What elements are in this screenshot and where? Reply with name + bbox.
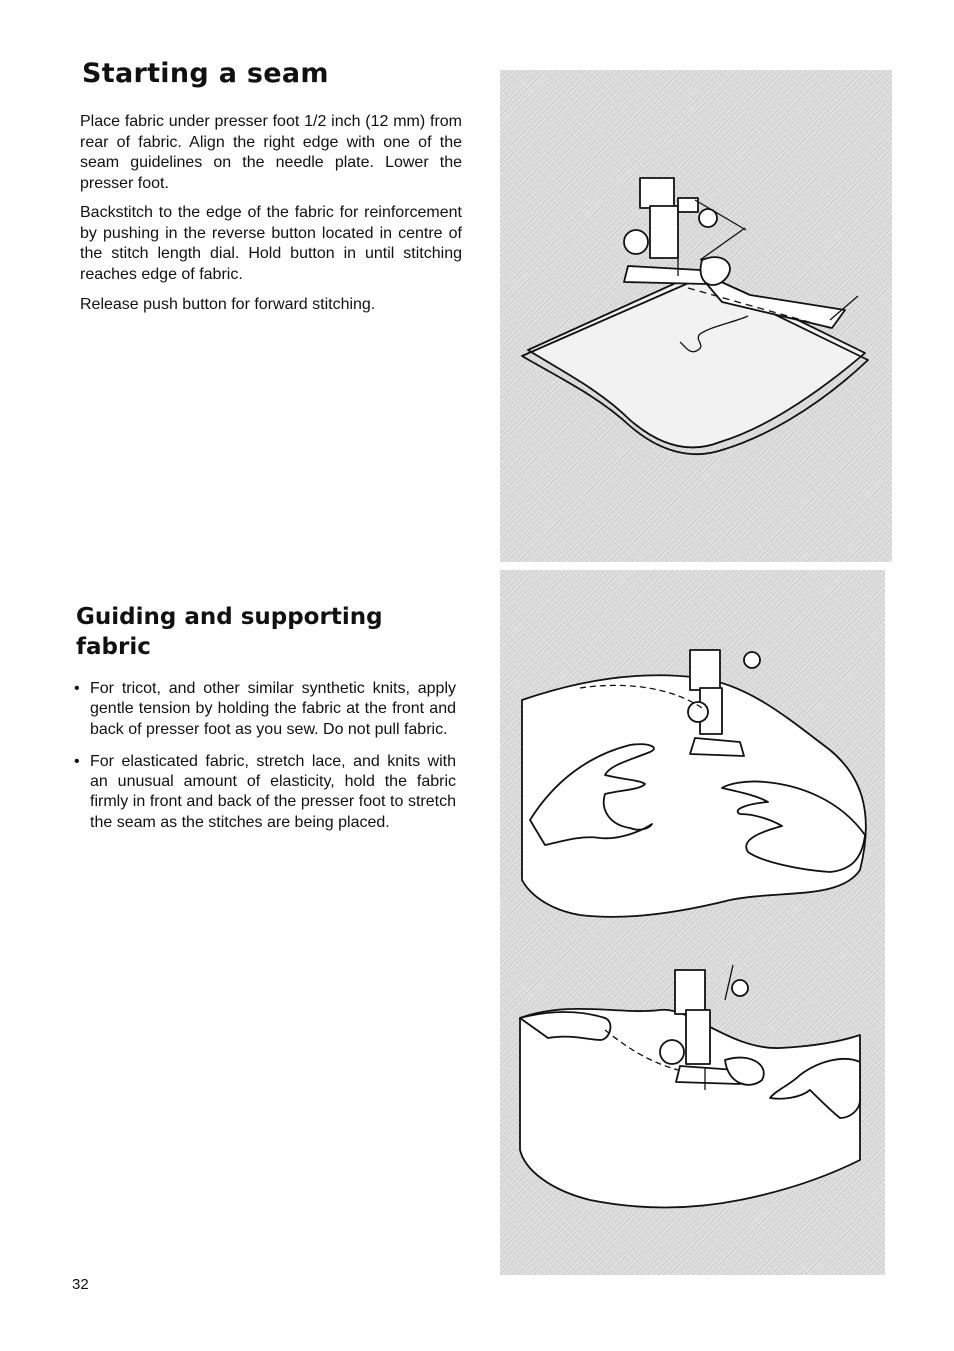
paragraph-backstitch: Backstitch to the edge of the fabric for reinforcement by pushing in the reverse button located in centre of the stitch length dial. Hold button in until stitching reaches edge of fabric. bbox=[80, 204, 462, 283]
guiding-bullet-list bbox=[74, 679, 456, 845]
bullet-text-elasticated: For elasticated fabric, stretch lace, and knits with an unusual amount of elasticity, hold the fabric firmly in front and back of the presser foot to stretch the seam as the stitches are being placed. bbox=[90, 752, 456, 831]
hands-guiding-fabric-drawing bbox=[500, 570, 885, 1275]
section-title-starting-seam: Starting a seam bbox=[82, 58, 329, 89]
bullet-icon: • bbox=[74, 752, 80, 770]
presser-foot-fabric-drawing bbox=[500, 70, 892, 562]
page-number: 32 bbox=[72, 1276, 89, 1293]
list-item bbox=[74, 752, 456, 833]
paragraph-release-button: Release push button for forward stitching. bbox=[80, 296, 376, 313]
bullet-text-tricot: For tricot, and other similar synthetic knits, apply gentle tension by holding the fabric at the front and back of presser foot as you sew. Do not pull fabric. bbox=[90, 680, 456, 738]
illustration-starting-seam bbox=[500, 70, 892, 562]
section-title-guiding-fabric: Guiding and supporting fabric bbox=[76, 604, 383, 660]
paragraph-place-fabric: Place fabric under presser foot 1/2 inch (12 mm) from rear of fabric. Align the right edge with one of the seam guidelines on the needle plate. Lower the presser foot. bbox=[80, 113, 462, 192]
illustration-guiding-fabric bbox=[500, 570, 885, 1275]
list-item bbox=[74, 679, 456, 740]
bullet-icon: • bbox=[74, 680, 80, 697]
